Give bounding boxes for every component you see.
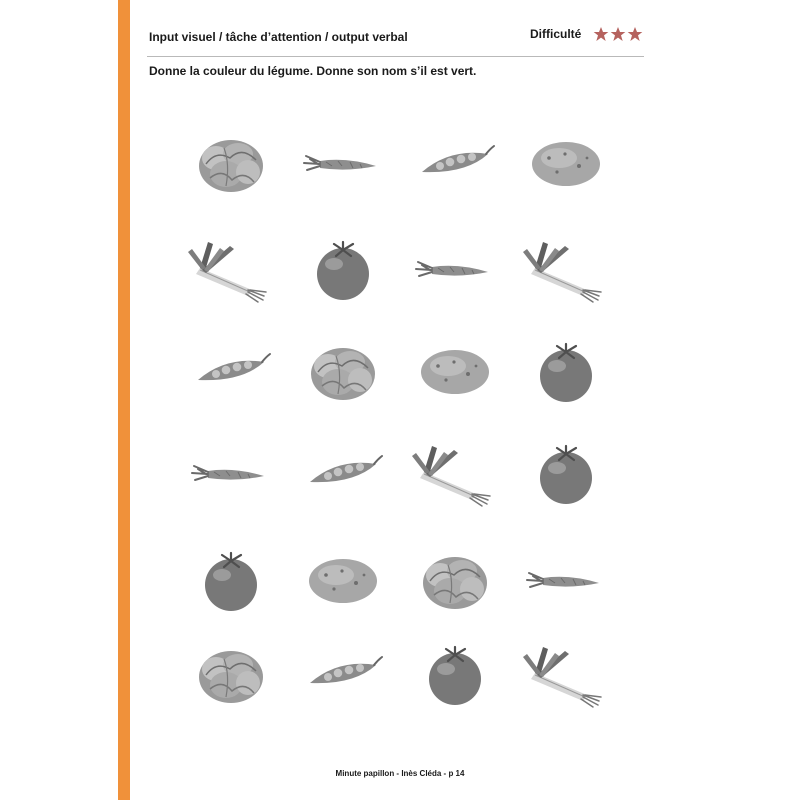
exercise-instruction: Donne la couleur du légume. Donne son nom s’il est vert.: [149, 64, 477, 78]
leek-icon: [521, 639, 611, 709]
potato-icon: [521, 128, 611, 198]
carrot-icon: [186, 438, 276, 508]
pea-pod-icon: [186, 336, 276, 406]
leek-icon: [410, 438, 500, 508]
pea-pod-icon: [298, 639, 388, 709]
lettuce-picture: [298, 336, 388, 406]
carrot-icon: [410, 234, 500, 304]
lettuce-picture: [410, 545, 500, 615]
tomato-picture: [521, 336, 611, 406]
potato-picture: [410, 336, 500, 406]
lettuce-icon: [186, 639, 276, 709]
tomato-picture: [298, 234, 388, 304]
difficulty-label: Difficulté: [530, 27, 582, 41]
leek-picture: [186, 234, 276, 304]
carrot-picture: [410, 234, 500, 304]
tomato-picture: [521, 438, 611, 508]
page-footer: Minute papillon - Inès Cléda - p 14: [335, 769, 465, 778]
lettuce-icon: [298, 336, 388, 406]
tomato-icon: [521, 438, 611, 508]
pea-pod-picture: [298, 639, 388, 709]
carrot-icon: [521, 545, 611, 615]
tomato-icon: [521, 336, 611, 406]
leek-picture: [410, 438, 500, 508]
leek-icon: [521, 234, 611, 304]
potato-icon: [410, 336, 500, 406]
leek-icon: [186, 234, 276, 304]
tomato-icon: [410, 639, 500, 709]
pea-pod-picture: [186, 336, 276, 406]
carrot-picture: [521, 545, 611, 615]
lettuce-picture: [186, 639, 276, 709]
tomato-picture: [186, 545, 276, 615]
pea-pod-icon: [298, 438, 388, 508]
leek-picture: [521, 234, 611, 304]
pea-pod-picture: [410, 128, 500, 198]
potato-picture: [521, 128, 611, 198]
carrot-picture: [186, 438, 276, 508]
carrot-picture: [298, 128, 388, 198]
lettuce-icon: [186, 128, 276, 198]
page-header-title: Input visuel / tâche d’attention / output verbal: [149, 30, 408, 44]
tomato-icon: [186, 545, 276, 615]
potato-picture: [298, 545, 388, 615]
pea-pod-picture: [298, 438, 388, 508]
tomato-icon: [298, 234, 388, 304]
lettuce-picture: [186, 128, 276, 198]
potato-icon: [298, 545, 388, 615]
tomato-picture: [410, 639, 500, 709]
carrot-icon: [298, 128, 388, 198]
lettuce-icon: [410, 545, 500, 615]
leek-picture: [521, 639, 611, 709]
pea-pod-icon: [410, 128, 500, 198]
